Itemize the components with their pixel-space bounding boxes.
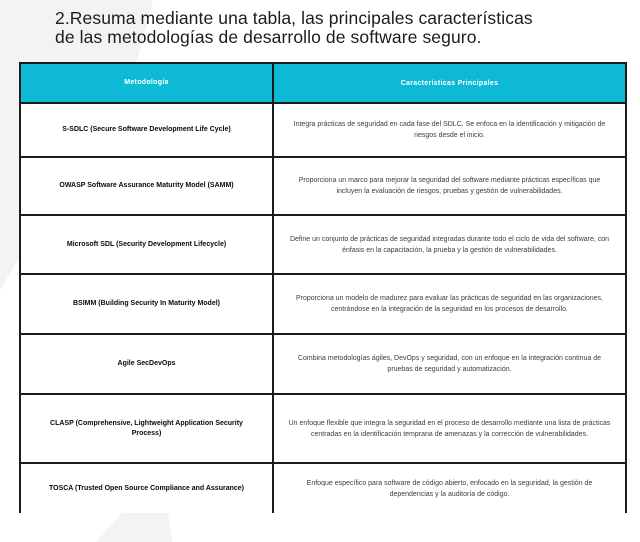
- table-row: [21, 216, 625, 275]
- page-title-line-1: 2.Resuma mediante una tabla, las principales características: [55, 8, 533, 28]
- table-row: [21, 104, 625, 158]
- methodology-cell: OWASP Software Assurance Maturity Model (SAMM): [21, 158, 274, 214]
- page-title-line-2: de las metodologías de desarrollo de software seguro.: [55, 27, 482, 47]
- table-row: [21, 158, 625, 216]
- characteristics-cell: Define un conjunto de prácticas de seguridad integradas durante todo el ciclo de vida del software, con énfasis en la capacitación, la prueba y la gestión de vulnerabilidades.: [289, 235, 610, 254]
- characteristics-cell: Combina metodologías ágiles, DevOps y seguridad, con un enfoque en la integración continua de pruebas de seguridad y automatización.: [297, 355, 602, 373]
- characteristics-cell: Proporciona un modelo de madurez para evaluar las prácticas de seguridad en las organizaciones, centrándose en la integración de la seguridad en los procesos de desarrollo.: [295, 295, 603, 313]
- page-title: [55, 9, 615, 47]
- methodology-cell: Microsoft SDL (Security Development Lifecycle): [21, 216, 274, 273]
- methodology-cell: S-SDLC (Secure Software Development Life Cycle): [21, 104, 274, 156]
- table-row: [21, 464, 625, 513]
- characteristics-cell: Un enfoque flexible que integra la seguridad en el proceso de desarrollo mediante una lista de prácticas centradas en la identificación temprana de amenazas y la corrección de vulnerabilidades.: [288, 419, 611, 438]
- header-cell-methodology: Metodología: [21, 64, 274, 102]
- table-header-row: [21, 64, 625, 104]
- background-shape-bottom: [95, 511, 175, 542]
- characteristics-cell: Integra prácticas de seguridad en cada fase del SDLC. Se enfoca en la identificación y mitigación de riesgos desde el inicio.: [293, 121, 606, 139]
- methodology-cell: Agile SecDevOps: [21, 335, 274, 393]
- header-cell-characteristics: Características Principales: [400, 79, 499, 87]
- characteristics-cell: Proporciona un marco para mejorar la seguridad del software mediante prácticas específicas que incluyen la evaluación de riesgos, pruebas y gestión de vulnerabilidades.: [298, 177, 601, 195]
- methodologies-table: [19, 62, 627, 513]
- table-row: [21, 275, 625, 335]
- table-row: [21, 335, 625, 395]
- table-row: [21, 395, 625, 464]
- methodology-cell: TOSCA (Trusted Open Source Compliance and Assurance): [21, 464, 274, 513]
- methodology-cell: BSIMM (Building Security In Maturity Model): [21, 275, 274, 333]
- characteristics-cell: Enfoque específico para software de código abierto, enfocado en la seguridad, la gestión de dependencias y la auditoría de código.: [306, 479, 593, 498]
- methodology-cell: CLASP (Comprehensive, Lightweight Application Security Process): [21, 395, 274, 462]
